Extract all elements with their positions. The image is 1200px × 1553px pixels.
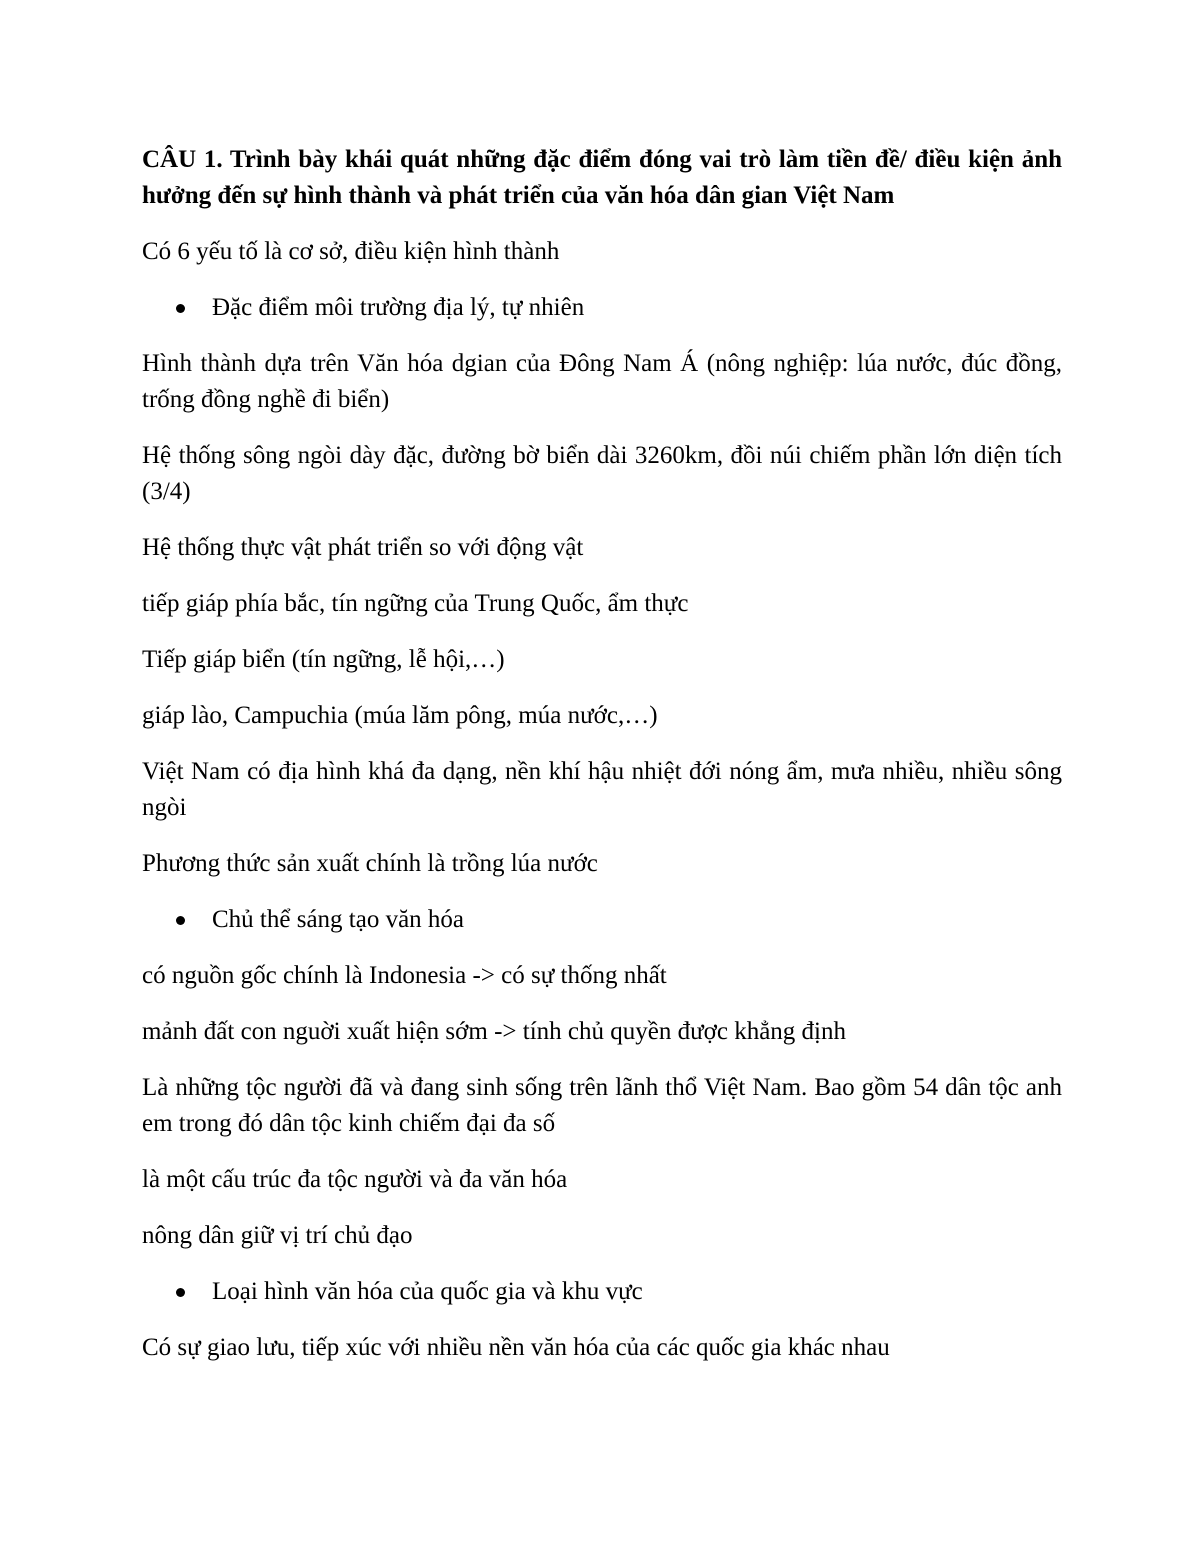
- question-heading: CÂU 1. Trình bày khái quát những đặc điểm đóng vai trò làm tiền đề/ điều kiện ảnh hưởng đến sự hình thành và phát triển của văn hóa dân gian Việt Nam: [142, 146, 1062, 209]
- paragraph: Hệ thống sông ngòi dày đặc, đường bờ biển dài 3260km, đồi núi chiếm phần lớn diện tích (3/4): [142, 442, 1062, 505]
- paragraph: là một cấu trúc đa tộc người và đa văn hóa: [142, 1166, 568, 1193]
- paragraph: Hệ thống thực vật phát triển so với động vật: [142, 534, 584, 561]
- paragraph: Hình thành dựa trên Văn hóa dgian của Đông Nam Á (nông nghiệp: lúa nước, đúc đồng, trống đồng nghề đi biển): [142, 350, 1062, 413]
- bullet-icon: [176, 304, 185, 313]
- paragraph: có nguồn gốc chính là Indonesia -> có sự thống nhất: [142, 962, 667, 989]
- paragraph: tiếp giáp phía bắc, tín ngững của Trung Quốc, ẩm thực: [142, 590, 689, 617]
- paragraph: Việt Nam có địa hình khá đa dạng, nền khí hậu nhiệt đới nóng ẩm, mưa nhiều, nhiều sông ngòi: [142, 758, 1062, 821]
- bullet-item: [142, 1274, 1062, 1310]
- bullet-text: Loại hình văn hóa của quốc gia và khu vực: [212, 1278, 643, 1305]
- paragraph: Có sự giao lưu, tiếp xúc với nhiều nền văn hóa của các quốc gia khác nhau: [142, 1334, 890, 1361]
- bullet-icon: [176, 916, 185, 925]
- bullet-item: [142, 290, 1062, 326]
- paragraph: mảnh đất con nguời xuất hiện sớm -> tính chủ quyền được khẳng định: [142, 1018, 846, 1045]
- bullet-icon: [176, 1288, 185, 1297]
- paragraph: giáp lào, Campuchia (múa lăm pông, múa nước,…): [142, 702, 658, 729]
- intro-paragraph: Có 6 yếu tố là cơ sở, điều kiện hình thành: [142, 238, 560, 265]
- document-body: [142, 142, 1062, 1386]
- bullet-text: Đặc điểm môi trường địa lý, tự nhiên: [212, 294, 585, 321]
- bullet-text: Chủ thể sáng tạo văn hóa: [212, 906, 465, 933]
- paragraph: Tiếp giáp biển (tín ngững, lễ hội,…): [142, 646, 505, 673]
- paragraph: nông dân giữ vị trí chủ đạo: [142, 1222, 413, 1249]
- paragraph: Phương thức sản xuất chính là trồng lúa nước: [142, 850, 598, 877]
- paragraph: Là những tộc người đã và đang sinh sống trên lãnh thổ Việt Nam. Bao gồm 54 dân tộc anh em trong đó dân tộc kinh chiếm đại đa số: [142, 1074, 1062, 1137]
- bullet-item: [142, 902, 1062, 938]
